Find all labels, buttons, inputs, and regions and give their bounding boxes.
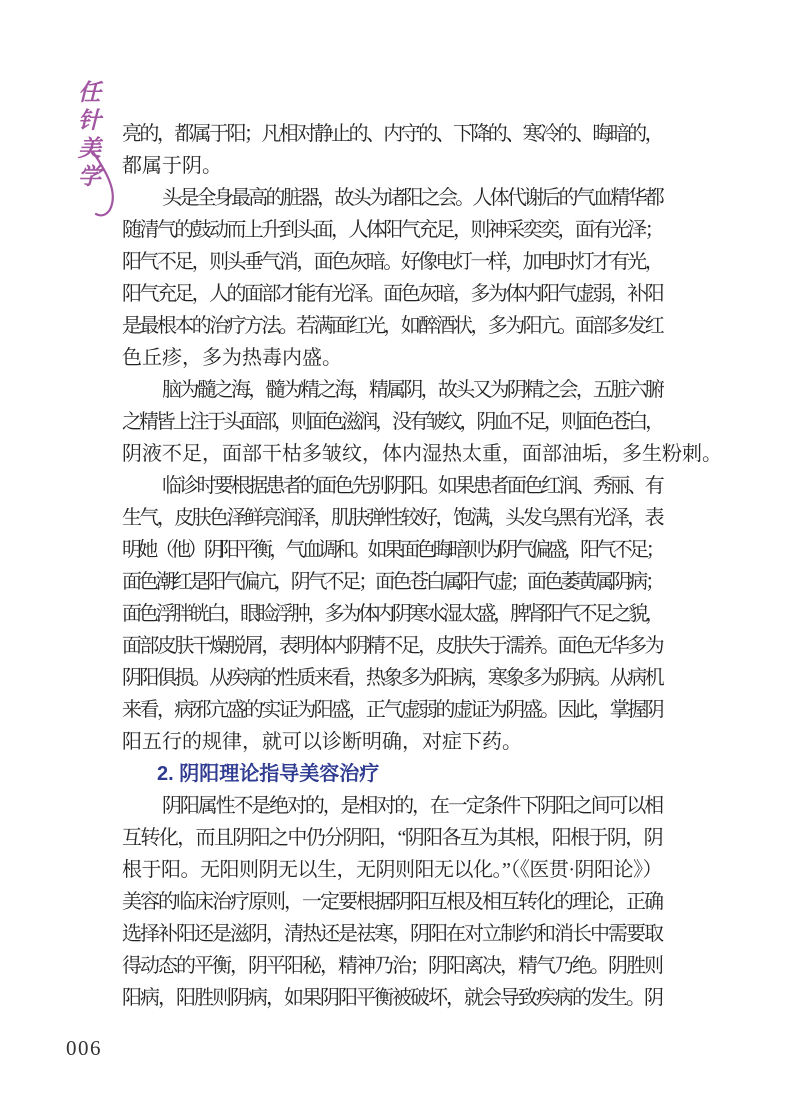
line-text: 都属于阴。 — [122, 155, 222, 177]
line-text: 2. 阴阳理论指导美容治疗 — [157, 763, 380, 785]
line-text: 互转化，而且阴阳之中仍分阴阳，“阴阳各互为其根，阳根于阴，阴 — [122, 827, 662, 849]
text-line — [122, 118, 662, 150]
line-text: 亮的，都属于阳；凡相对静止的、内守的、下降的、寒冷的、晦暗的， — [122, 123, 662, 145]
text-line — [122, 534, 662, 566]
line-text: 面部皮肤干燥脱屑，表明体内阴精不足，皮肤失于濡养。面色无华多为 — [122, 635, 662, 657]
text-line — [122, 982, 662, 1014]
line-text: 头是全身最高的脏器，故头为诸阳之会。人体代谢后的气血精华都 — [162, 187, 662, 209]
text-line — [122, 694, 662, 726]
text-line — [122, 566, 662, 598]
page-number: 006 — [66, 1036, 102, 1060]
line-text: 之精皆上注于头面部，则面色滋润，没有皱纹，阴血不足，则面色苍白， — [122, 411, 662, 433]
line-text: 选择补阳还是滋阴，清热还是祛寒，阴阳在对立制约和消长中需要取 — [122, 923, 662, 945]
title-flourish-stroke — [90, 150, 120, 227]
line-text: 面色潮红是阳气偏亢，阴气不足；面色苍白属阳气虚；面色萎黄属阴病； — [122, 571, 662, 593]
text-line — [122, 950, 662, 982]
line-text: 临诊时要根据患者的面色先别阴阳。如果患者面色红润、秀丽、有 — [162, 475, 662, 497]
text-line — [122, 406, 662, 438]
line-text: 面色浮胖㿠白，眼睑浮肿，多为体内阴寒水湿太盛，脾肾阳气不足之貌， — [122, 603, 662, 625]
section-heading — [122, 758, 662, 790]
text-line — [122, 342, 662, 374]
text-line — [122, 470, 662, 502]
book-side-title: 任针美学 — [75, 80, 100, 192]
text-line — [122, 150, 662, 182]
line-text: 根于阳。无阳则阴无以生，无阴则阳无以化。”（《医贯·阴阳论》） — [122, 859, 662, 881]
text-line — [122, 246, 662, 278]
line-text: 阴阳俱损。从疾病的性质来看，热象多为阳病，寒象多为阴病。从病机 — [122, 667, 662, 689]
flourish-path — [93, 152, 113, 215]
line-text: 阳气充足，人的面部才能有光泽。面色灰暗，多为体内阳气虚弱，补阳 — [122, 283, 662, 305]
line-text: 美容的临床治疗原则，一定要根据阴阳互根及相互转化的理论，正确 — [122, 891, 662, 913]
line-text: 脑为髓之海，髓为精之海，精属阴，故头又为阴精之会，五脏六腑 — [162, 379, 662, 401]
line-text: 随清气的鼓动而上升到头面，人体阳气充足，则神采奕奕，面有光泽； — [122, 219, 662, 241]
line-text: 阳病，阳胜则阴病，如果阴阳平衡被破坏，就会导致疾病的发生。阴 — [122, 987, 662, 1009]
text-line — [122, 726, 662, 758]
text-line — [122, 662, 662, 694]
text-line — [122, 918, 662, 950]
line-text: 生气，皮肤色泽鲜亮润泽，肌肤弹性较好，饱满，头发乌黑有光泽，表 — [122, 507, 662, 529]
line-text: 阳气不足，则头垂气消，面色灰暗。好像电灯一样，加电时灯才有光， — [122, 251, 662, 273]
text-column — [122, 118, 722, 1014]
text-line — [122, 630, 662, 662]
text-line — [122, 374, 662, 406]
text-line — [122, 310, 662, 342]
text-line — [122, 502, 662, 534]
text-line — [122, 438, 722, 470]
line-text: 来看，病邪亢盛的实证为阳盛，正气虚弱的虚证为阴盛。因此，掌握阴 — [122, 699, 662, 721]
text-line — [122, 182, 662, 214]
line-text: 色丘疹，多为热毒内盛。 — [122, 347, 342, 369]
text-line — [122, 822, 662, 854]
line-text: 得动态的平衡，阴平阳秘，精神乃治；阴阳离决，精气乃绝。阴胜则 — [122, 955, 662, 977]
text-line — [122, 278, 662, 310]
text-line — [122, 854, 662, 886]
text-line — [122, 214, 662, 246]
text-line — [122, 790, 662, 822]
line-text: 阴阳属性不是绝对的，是相对的，在一定条件下阴阳之间可以相 — [162, 795, 662, 817]
line-text: 是最根本的治疗方法。若满面红光，如醉酒状，多为阳亢。面部多发红 — [122, 315, 662, 337]
line-text: 阳五行的规律，就可以诊断明确，对症下药。 — [122, 731, 522, 753]
text-line — [122, 598, 662, 630]
text-line — [122, 886, 662, 918]
line-text: 阴液不足，面部干枯多皱纹，体内湿热太重，面部油垢，多生粉刺。 — [122, 443, 722, 465]
line-text: 明她（他）阴阳平衡，气血调和。如果面色晦暗则为阴气偏盛，阳气不足； — [122, 539, 662, 561]
